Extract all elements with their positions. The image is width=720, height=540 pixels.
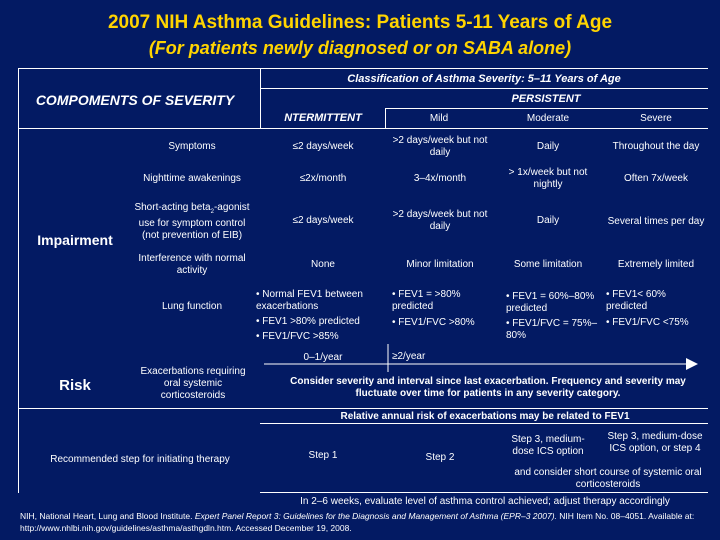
moderate-header: Moderate: [526, 113, 570, 124]
lung-severe-2: • FEV1/FVC <75%: [606, 317, 689, 328]
lung-moderate: [506, 291, 602, 341]
step2: Step 2: [425, 452, 455, 463]
saba-mild: >2 days/week but not daily: [392, 209, 488, 232]
therapy-bottom: [260, 492, 708, 493]
persistent-header: PERSISTENT: [511, 93, 581, 105]
interference-mild: Minor limitation: [406, 259, 474, 270]
saba-severe: Several times per day: [607, 216, 705, 227]
footnote-post: NIH Item No. 08–4051. Available at: http://www.nhlbi.nih.gov/guidelines/asthma/asthgdln.htm. Accessed December 19, 2008.: [20, 511, 695, 533]
symptoms-mild: >2 days/week but not daily: [392, 135, 488, 158]
freq-low: 0–1/year: [303, 352, 343, 363]
impairment-label: Impairment: [37, 232, 113, 248]
frequency-arrow: [258, 342, 708, 372]
footnote: [20, 510, 710, 538]
saba-intermittent: ≤2 days/week: [292, 215, 354, 226]
symptoms-intermittent: ≤2 days/week: [292, 141, 354, 152]
header-divider: [260, 68, 261, 128]
row-name-lung: Lung function: [161, 301, 223, 312]
risk-label: Risk: [59, 376, 91, 394]
arrow-head-icon: [686, 358, 698, 370]
therapy-label: Recommended step for initiating therapy: [50, 454, 230, 465]
row-name-nighttime: Nighttime awakenings: [143, 173, 241, 184]
row-name-interference: Interference with normal activity: [138, 253, 246, 276]
saba-sub: 2: [210, 209, 214, 215]
interference-intermittent: None: [311, 259, 335, 270]
mild-header: Mild: [429, 113, 449, 124]
lung-severe-1: • FEV1< 60% predicted: [606, 289, 666, 312]
interference-severe: Extremely limited: [617, 259, 695, 270]
page-subtitle: (For patients newly diagnosed or on SABA alone): [148, 38, 572, 58]
evaluate: In 2–6 weeks, evaluate level of asthma control achieved; adjust therapy accordingly: [300, 495, 670, 507]
header-line-1: [260, 88, 708, 89]
symptoms-severe: Throughout the day: [612, 141, 700, 152]
nighttime-intermittent: ≤2x/month: [299, 173, 347, 184]
risk-consider: Consider severity and interval since last exacerbation. Frequency and severity may fluctuate over time for patients in any severity category.: [290, 376, 686, 399]
symptoms-moderate: Daily: [536, 141, 560, 152]
lung-mild: [392, 289, 492, 335]
step3b: Step 3, medium-dose ICS option, or step 4: [607, 431, 703, 454]
step3a: Step 3, medium-dose ICS option: [511, 434, 585, 457]
lung-intermittent-2: • FEV1 >80% predicted: [256, 316, 360, 327]
frame-top: [18, 68, 708, 69]
row-name-saba: [130, 198, 254, 246]
lung-intermittent-3: • FEV1/FVC >85%: [256, 331, 339, 342]
page-title: 2007 NIH Asthma Guidelines: Patients 5-11 Years of Age: [107, 12, 613, 33]
freq-high: ≥2/year: [392, 351, 426, 362]
nighttime-moderate: > 1x/week but not nightly: [508, 167, 588, 190]
saba-name-rest: -agonist use for symptom control (not prevention of EIB): [138, 202, 250, 241]
footnote-title: Expert Panel Report 3: Guidelines for the Diagnosis and Management of Asthma (EPR–3 2007).: [194, 511, 557, 521]
classification-header: Classification of Asthma Severity: 5–11 Years of Age: [347, 73, 621, 85]
header-line-2: [385, 108, 708, 109]
row-name-symptoms: Symptoms: [168, 141, 216, 152]
components-header: COMPOMENTS OF SEVERITY: [35, 92, 235, 108]
frame-left: [18, 68, 19, 493]
lung-moderate-2: • FEV1/FVC = 75%–80%: [506, 318, 598, 341]
lung-intermittent-1: • Normal FEV1 between exacerbations: [256, 289, 363, 312]
footnote-pre: NIH, National Heart, Lung and Blood Institute.: [20, 511, 195, 521]
saba-name-part: Short-acting beta: [134, 202, 211, 213]
lung-severe: [606, 289, 706, 335]
header-bottom: [18, 128, 708, 129]
risk-row-name: Exacerbations requiring oral systemic corticosteroids: [140, 366, 246, 401]
saba-moderate: Daily: [536, 215, 560, 226]
short-course: and consider short course of systemic oral corticosteroids: [514, 467, 702, 490]
lung-intermittent: [256, 289, 384, 345]
risk-relative: Relative annual risk of exacerbations may be related to FEV1: [340, 410, 630, 422]
step1: Step 1: [308, 450, 338, 461]
lung-mild-2: • FEV1/FVC >80%: [392, 317, 475, 328]
lung-mild-1: • FEV1 = >80% predicted: [392, 289, 461, 312]
lung-moderate-1: • FEV1 = 60%–80% predicted: [506, 291, 595, 314]
nighttime-severe: Often 7x/week: [624, 173, 688, 184]
intermittent-header: NTERMITTENT: [284, 112, 362, 124]
interference-moderate: Some limitation: [513, 259, 583, 270]
nighttime-mild: 3–4x/month: [413, 173, 467, 184]
severe-header: Severe: [640, 113, 672, 124]
